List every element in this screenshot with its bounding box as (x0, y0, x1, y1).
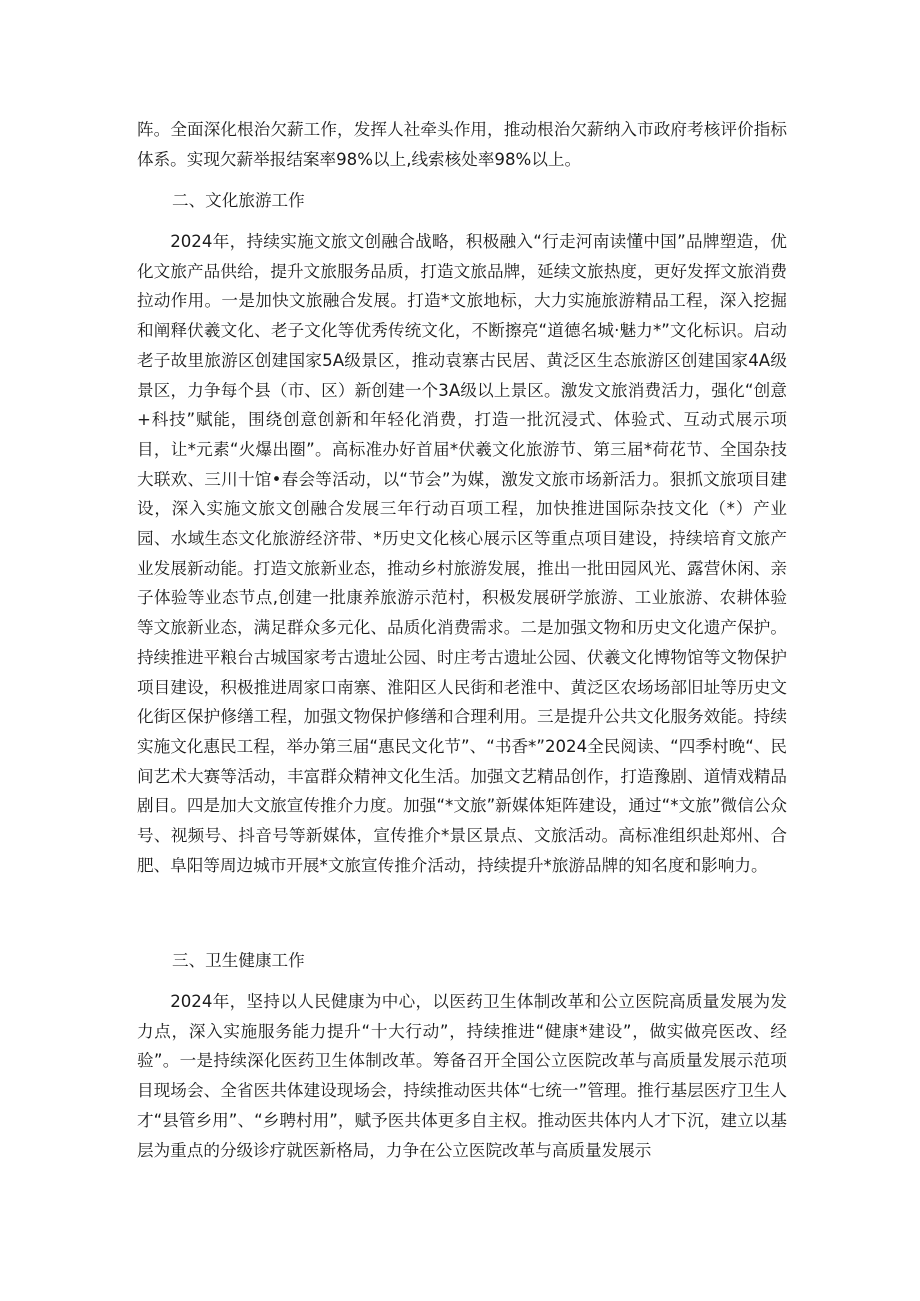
section-heading-culture-tourism: 二、文化旅游工作 (172, 191, 305, 210)
section-body-health (137, 987, 787, 1165)
paragraph-continuation: 阵。全面深化根治欠薪工作，发挥人社牵头作用，推动根治欠薪纳入市政府考核评价指标体系。实现欠薪举报结案率98%以上,线索核处率98%以上。 (137, 120, 787, 169)
paragraph-health: 2024年，坚持以人民健康为中心，以医药卫生体制改革和公立医院高质量发展为发力点，深入实施服务能力提升“十大行动”，持续推进“健康*建设”，做实做亮医改、经验”。一是持续深化医药卫生体制改革。筹备召开全国公立医院改革与高质量发展示范项目现场会、全省医共体建设现场会，持续推动医共体“七统一”管理。推行基层医疗卫生人才“县管乡用”、“乡聘村用”，赋予医共体更多自主权。推动医共体内人才下沉，建立以基层为重点的分级诊疗就医新格局，力争在公立医院改革与高质量发展示 (137, 992, 787, 1160)
paragraph-culture-tourism: 2024年，持续实施文旅文创融合战略，积极融入“行走河南读懂中国”品牌塑造，优化文旅产品供给，提升文旅服务品质，打造文旅品牌，延续文旅热度，更好发挥文旅消费拉动作用。一是加快文旅融合发展。打造*文旅地标，大力实施旅游精品工程，深入挖掘和阐释伏羲文化、老子文化等优秀传统文化，不断擦亮“道德名城·魅力*”文化标识。启动老子故里旅游区创建国家5A级景区，推动袁寨古民居、黄泛区生态旅游区创建国家4A级景区，力争每个县（市、区）新创建一个3A级以上景区。激发文旅消费活力，强化“创意+科技”赋能，围绕创意创新和年轻化消费，打造一批沉浸式、体验式、互动式展示项目，让*元素“火爆出圈”。高标准办好首届*伏羲文化旅游节、第三届*荷花节、全国杂技大联欢、三川十馆•春会等活动，以“节会”为媒，激发文旅市场新活力。狠抓文旅项目建设，深入实施文旅文创融合发展三年行动百项工程，加快推进国际杂技文化（*）产业园、水域生态文化旅游经济带、*历史文化核心展示区等重点项目建设，持续培育文旅产业发展新动能。打造文旅新业态，推动乡村旅游发展，推出一批田园风光、露营休闲、亲子体验等业态节点,创建一批康养旅游示范村，积极发展研学旅游、工业旅游、农耕体验等文旅新业态，满足群众多元化、品质化消费需求。二是加强文物和历史文化遗产保护。持续推进平粮台古城国家考古遗址公园、时庄考古遗址公园、伏羲文化博物馆等文物保护项目建设，积极推进周家口南寨、淮阳区人民街和老淮中、黄泛区农场场部旧址等历史文化街区保护修缮工程，加强文物保护修缮和合理利用。三是提升公共文化服务效能。持续实施文化惠民工程，举办第三届“惠民文化节”、“书香*”2024全民阅读、“四季村晚“、民间艺术大赛等活动，丰富群众精神文化生活。加强文艺精品创作，打造豫剧、道情戏精品剧目。四是加大文旅宣传推介力度。加强“*文旅”新媒体矩阵建设，通过“*文旅”微信公众号、视频号、抖音号等新媒体，宣传推介*景区景点、文旅活动。高标准组织赴郑州、合肥、阜阳等周边城市开展*文旅宣传推介活动，持续提升*旅游品牌的知名度和影响力。 (137, 232, 787, 875)
section-heading-health: 三、卫生健康工作 (172, 951, 305, 970)
continuation-text (137, 115, 787, 174)
section-body-culture-tourism (137, 227, 787, 880)
